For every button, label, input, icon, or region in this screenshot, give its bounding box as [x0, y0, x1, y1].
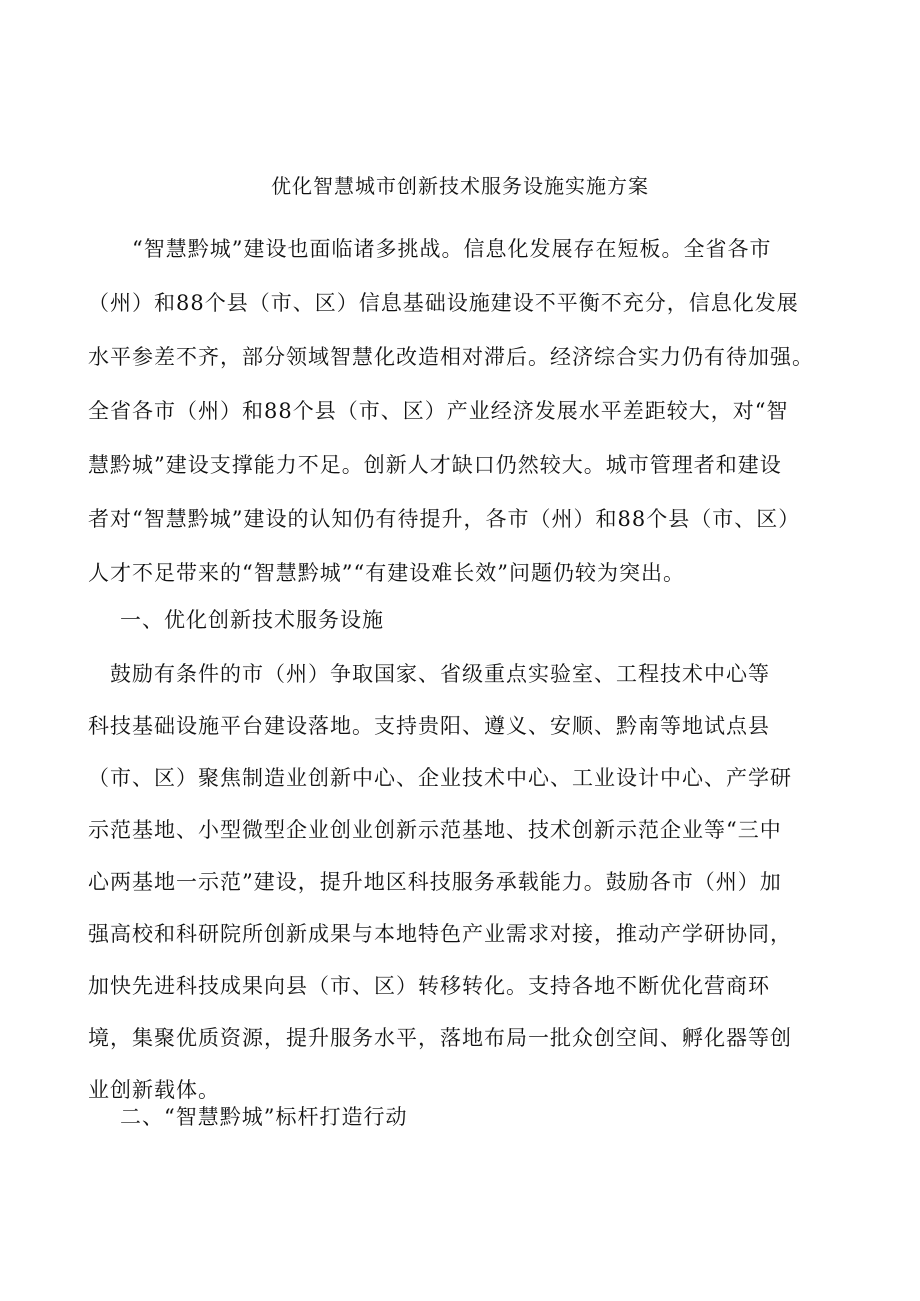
paragraph-line: 全省各市（州）和88个县（市、区）产业经济发展水平差距较大，对“智: [88, 399, 789, 423]
paragraph-line: 业创新载体。: [88, 1078, 220, 1102]
paragraph-line: 示范基地、小型微型企业创业创新示范基地、技术创新示范企业等“三中: [88, 818, 782, 842]
paragraph-line: 心两基地一示范”建设，提升地区科技服务承载能力。鼓励各市（州）加: [88, 870, 782, 894]
paragraph-line: 水平参差不齐，部分领域智慧化改造相对滞后。经济综合实力仍有待加强。: [88, 345, 814, 369]
paragraph-line: 鼓励有条件的市（州）争取国家、省级重点实验室、工程技术中心等: [88, 662, 770, 686]
section1-paragraph: [88, 648, 792, 1116]
paragraph-line: 人才不足带来的“智慧黔城”“有建设难长效”问题仍较为突出。: [88, 561, 685, 585]
paragraph-line: （州）和88个县（市、区）信息基础设施建设不平衡不充分，信息化发展: [88, 291, 799, 315]
paragraph-line: 强高校和科研院所创新成果与本地特色产业需求对接，推动产学研协同，: [88, 922, 792, 946]
paragraph-line: 加快先进科技成果向县（市、区）转移转化。支持各地不断优化营商环: [88, 974, 770, 998]
section-heading-2: 二、“智慧黔城”标杆打造行动: [120, 1105, 408, 1129]
document-title: 优化智慧城市创新技术服务设施实施方案: [271, 174, 649, 198]
paragraph-line: 慧黔城”建设支撑能力不足。创新人才缺口仍然较大。城市管理者和建设: [88, 453, 782, 477]
paragraph-line: 科技基础设施平台建设落地。支持贵阳、遵义、安顺、黔南等地试点县: [88, 714, 770, 738]
paragraph-line: （市、区）聚焦制造业创新中心、企业技术中心、工业设计中心、产学研: [88, 766, 792, 790]
section-heading-1: 一、优化创新技术服务设施: [120, 608, 384, 632]
paragraph-line: “智慧黔城”建设也面临诸多挑战。信息化发展存在短板。全省各市: [88, 237, 772, 261]
paragraph-line: 者对“智慧黔城”建设的认知仍有待提升，各市（州）和88个县（市、区）: [88, 507, 801, 531]
paragraph-line: 境，集聚优质资源，提升服务水平，落地布局一批众创空间、孵化器等创: [88, 1026, 792, 1050]
intro-paragraph: [88, 222, 814, 600]
